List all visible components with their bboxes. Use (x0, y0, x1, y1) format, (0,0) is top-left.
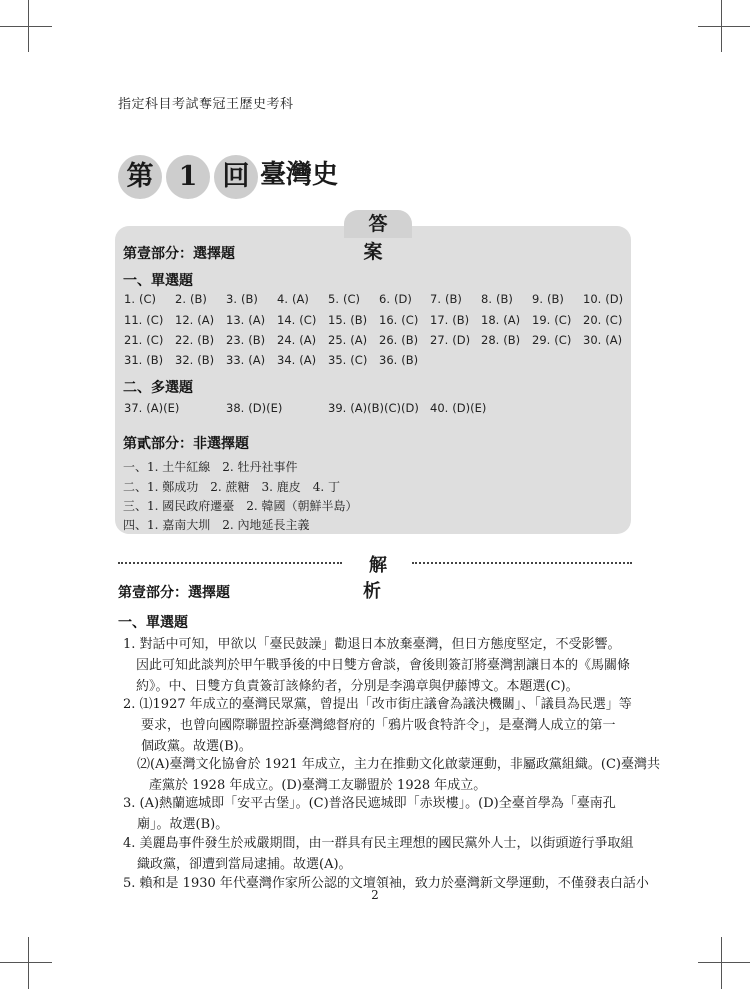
crop-mark (28, 937, 29, 989)
answer-value: (A) (291, 292, 309, 306)
single-answer-item (583, 333, 622, 347)
answer-value: (B) (189, 292, 207, 306)
solutions-single-title: 一、單選題 (118, 615, 188, 631)
nonchoice-answer: 三、1. 國民政府遷臺 2. 韓國（朝鮮半島） (123, 499, 358, 513)
single-answer-item (124, 292, 156, 306)
single-answer-item (532, 313, 571, 327)
solution-line: 3. (A)熱蘭遮城即「安平古堡」。(C)普洛民遮城即「赤崁樓」。(D)全臺首學為「臺南孔 (123, 796, 616, 811)
answer-value: (B) (197, 353, 215, 367)
multi-answer-item (430, 401, 486, 415)
single-answer-item (277, 353, 316, 367)
solutions-title: 解 析 (363, 555, 399, 602)
divider-left (118, 562, 342, 564)
multi-answer-item (226, 401, 282, 415)
answer-value: (C) (350, 353, 368, 367)
answer-value: (B) (444, 292, 462, 306)
solution-line: 織政黨，卻遭到當局逮捕。故選(A)。 (137, 857, 352, 872)
answers-part1-title: 第壹部分：選擇題 (123, 246, 235, 262)
answer-value: (B) (401, 333, 419, 347)
running-header: 指定科目考試奪冠王歷史考科 (118, 97, 294, 112)
single-answer-item (328, 333, 367, 347)
answer-value: (A) (248, 313, 266, 327)
answer-value: (B) (146, 353, 164, 367)
answer-value: (A)(B)(C)(D) (350, 401, 419, 415)
crop-mark (0, 962, 52, 963)
question-number: 5. (328, 292, 339, 306)
solution-line: 個政黨。故選(B)。 (141, 739, 252, 754)
answer-value: (B) (503, 333, 521, 347)
question-number: 35. (328, 353, 347, 367)
question-number: 31. (124, 353, 143, 367)
answers-single-title: 一、單選題 (123, 273, 193, 289)
question-number: 18. (481, 313, 500, 327)
question-number: 34. (277, 353, 296, 367)
crop-mark (698, 962, 750, 963)
page-number: 2 (371, 888, 379, 902)
single-answer-item (277, 292, 309, 306)
answer-value: (A) (299, 333, 317, 347)
question-number: 11. (124, 313, 143, 327)
question-number: 21. (124, 333, 143, 347)
chapter-suffix: 回 (214, 155, 258, 199)
question-number: 30. (583, 333, 602, 347)
question-number: 4. (277, 292, 288, 306)
single-answer-item (226, 353, 265, 367)
single-answer-item (175, 313, 214, 327)
question-number: 9. (532, 292, 543, 306)
answer-value: (A)(E) (146, 401, 180, 415)
question-number: 39. (328, 401, 347, 415)
multi-answer-item (124, 401, 179, 415)
question-number: 17. (430, 313, 449, 327)
answer-value: (B) (401, 353, 419, 367)
single-answer-item (481, 313, 520, 327)
answer-value: (C) (299, 313, 317, 327)
single-answer-item (379, 353, 418, 367)
answer-value: (C) (342, 292, 360, 306)
question-number: 28. (481, 333, 500, 347)
single-answer-item (328, 313, 367, 327)
question-number: 33. (226, 353, 245, 367)
answer-value: (C) (146, 333, 164, 347)
question-number: 19. (532, 313, 551, 327)
nonchoice-answer: 二、1. 鄭成功 2. 蔗糖 3. 鹿皮 4. 丁 (123, 480, 341, 494)
solution-line: ⑵(A)臺灣文化協會於 1921 年成立，主力在推動文化啟蒙運動，非屬政黨組織。(C)臺灣共 (137, 757, 660, 772)
single-answer-item (481, 292, 513, 306)
answer-value: (B) (495, 292, 513, 306)
single-answer-item (583, 292, 623, 306)
answer-value: (C) (138, 292, 156, 306)
single-answer-item (124, 333, 163, 347)
question-number: 25. (328, 333, 347, 347)
crop-mark (721, 937, 722, 989)
crop-mark (721, 0, 722, 52)
divider-right (412, 562, 632, 564)
question-number: 2. (175, 292, 186, 306)
question-number: 1. (124, 292, 135, 306)
answer-value: (B) (546, 292, 564, 306)
question-number: 22. (175, 333, 194, 347)
solution-line: 2. ⑴1927 年成立的臺灣民眾黨，曾提出「改市街庄議會為議決機關」、「議員為民選」等 (123, 697, 632, 712)
question-number: 8. (481, 292, 492, 306)
answer-value: (C) (554, 313, 572, 327)
solution-line: 約》。中、日雙方負責簽訂該條約者，分別是李鴻章與伊藤博文。本題選(C)。 (136, 679, 579, 694)
question-number: 29. (532, 333, 551, 347)
question-number: 27. (430, 333, 449, 347)
single-answer-item (226, 333, 265, 347)
answer-value: (A) (350, 333, 368, 347)
question-number: 10. (583, 292, 602, 306)
solution-line: 產黨於 1928 年成立。(D)臺灣工友聯盟於 1928 年成立。 (149, 778, 487, 793)
answer-value: (C) (554, 333, 572, 347)
question-number: 40. (430, 401, 449, 415)
question-number: 7. (430, 292, 441, 306)
question-number: 14. (277, 313, 296, 327)
question-number: 3. (226, 292, 237, 306)
solutions-part1-title: 第壹部分：選擇題 (118, 585, 230, 601)
answer-value: (A) (503, 313, 521, 327)
question-number: 36. (379, 353, 398, 367)
question-number: 24. (277, 333, 296, 347)
question-number: 13. (226, 313, 245, 327)
single-answer-item (379, 333, 418, 347)
question-number: 23. (226, 333, 245, 347)
single-answer-item (532, 292, 564, 306)
single-answer-item (481, 333, 520, 347)
question-number: 20. (583, 313, 602, 327)
answer-value: (A) (605, 333, 623, 347)
solution-line: 因此可知此談判於甲午戰爭後的中日雙方會談，會後則簽訂將臺灣割讓日本的《馬關條 (136, 658, 631, 673)
single-answer-item (277, 313, 316, 327)
answer-value: (D) (452, 333, 471, 347)
single-answer-item (328, 353, 367, 367)
single-answer-item (175, 292, 207, 306)
answer-value: (A) (299, 353, 317, 367)
nonchoice-answer: 四、1. 嘉南大圳 2. 內地延長主義 (123, 518, 310, 532)
crop-mark (698, 26, 750, 27)
multi-answer-item (328, 401, 419, 415)
answer-value: (B) (452, 313, 470, 327)
single-answer-item (379, 292, 412, 306)
single-answer-item (175, 353, 214, 367)
answer-value: (D)(E) (248, 401, 283, 415)
single-answer-item (124, 353, 163, 367)
question-number: 32. (175, 353, 194, 367)
solution-line: 1. 對話中可知，甲欲以「臺民鼓譟」勸退日本放棄臺灣，但日方態度堅定，不受影響。 (123, 637, 621, 652)
nonchoice-answer: 一、1. 土牛紅線 2. 牡丹社事件 (123, 460, 298, 474)
single-answer-item (430, 333, 470, 347)
question-number: 12. (175, 313, 194, 327)
answer-value: (B) (197, 333, 215, 347)
answer-value: (C) (146, 313, 164, 327)
answer-value: (D) (605, 292, 624, 306)
answer-value: (A) (197, 313, 215, 327)
chapter-subject: 臺灣史 (260, 160, 339, 190)
question-number: 26. (379, 333, 398, 347)
single-answer-item (124, 313, 163, 327)
answers-title: 答 案 (344, 210, 412, 238)
question-number: 38. (226, 401, 245, 415)
chapter-prefix: 第 (118, 155, 162, 199)
solution-line: 廟」。故選(B)。 (137, 817, 229, 832)
answers-part2-title: 第貳部分：非選擇題 (123, 436, 249, 452)
question-number: 6. (379, 292, 390, 306)
answer-value: (D)(E) (452, 401, 487, 415)
single-answer-item (379, 313, 418, 327)
chapter-number: 1 (166, 155, 210, 199)
single-answer-item (175, 333, 214, 347)
single-answer-item (430, 292, 462, 306)
answer-value: (B) (350, 313, 368, 327)
question-number: 37. (124, 401, 143, 415)
solution-line: 要求，也曾向國際聯盟控訴臺灣總督府的「鴉片吸食特許令」，是臺灣人成立的第一 (141, 718, 616, 733)
single-answer-item (430, 313, 469, 327)
single-answer-item (328, 292, 360, 306)
single-answer-item (583, 313, 622, 327)
single-answer-item (277, 333, 316, 347)
question-number: 15. (328, 313, 347, 327)
single-answer-item (226, 292, 258, 306)
crop-mark (0, 26, 52, 27)
single-answer-item (226, 313, 265, 327)
answer-value: (B) (240, 292, 258, 306)
solution-line: 5. 賴和是 1930 年代臺灣作家所公認的文壇領袖，致力於臺灣新文學運動，不僅發表白話小 (123, 876, 649, 891)
answers-multi-title: 二、多選題 (123, 380, 193, 396)
answer-value: (D) (393, 292, 412, 306)
answer-value: (A) (248, 353, 266, 367)
answer-value: (C) (401, 313, 419, 327)
solution-line: 4. 美麗島事件發生於戒嚴期間，由一群具有民主理想的國民黨外人士，以街頭遊行爭取組 (123, 836, 634, 851)
answer-value: (C) (605, 313, 623, 327)
answer-value: (B) (248, 333, 266, 347)
single-answer-item (532, 333, 571, 347)
question-number: 16. (379, 313, 398, 327)
crop-mark (28, 0, 29, 52)
